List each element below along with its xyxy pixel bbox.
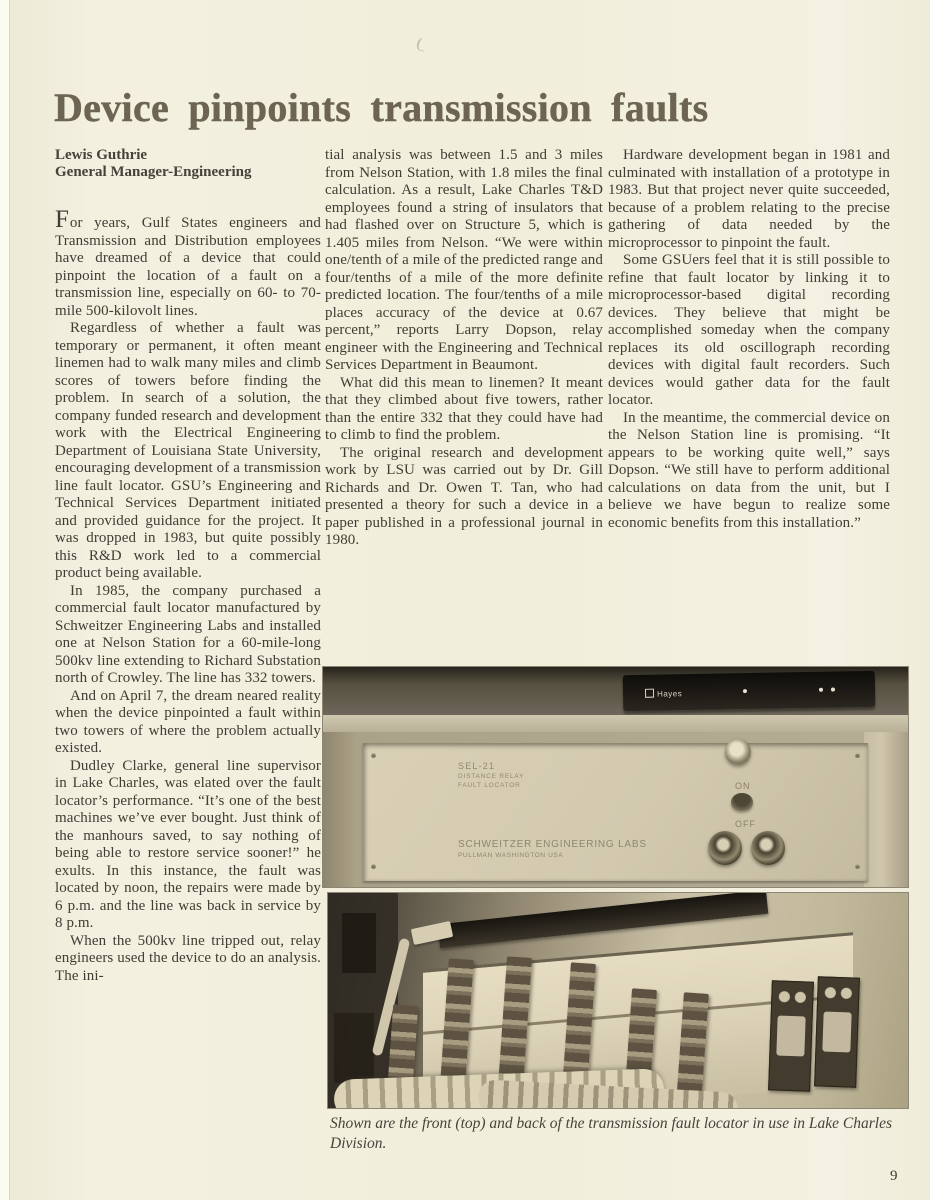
modem-led — [819, 688, 823, 692]
panel-screw — [855, 753, 860, 758]
page-left-edge — [0, 0, 10, 1200]
photo-device-front — [323, 667, 908, 887]
model-number: SEL-21 — [458, 761, 496, 771]
paragraph: tial analysis was between 1.5 and 3 miles from Nelson Station, with 1.8 miles the final calculation. As a result, Lake Charles T&D employees found a string of insulators that had flashed over on Structure 5, which is 1.405 miles from Nelson. “We were within one/tenth of a mile of the predicted range and four/tenths of a mile of the more definite predicted location. The four/tenths of a mile places accuracy of the device at 0.67 percent,” reports Larry Dopson, relay engineer with the Engineering and Technical Services Department in Beaumont. — [325, 147, 603, 373]
device-front-panel — [363, 743, 868, 881]
maker-label — [458, 839, 647, 859]
module-label — [822, 1012, 851, 1053]
bnc-connector — [708, 831, 742, 865]
byline-name: Lewis Guthrie — [55, 147, 148, 163]
maker-location: PULLMAN WASHINGTON USA — [458, 852, 564, 859]
model-line2: DISTANCE RELAY — [458, 773, 525, 780]
article-column-2 — [325, 147, 603, 667]
paragraph: The original research and development work by LSU was carried out by Dr. Gill Richards and Dr. Owen T. Tan, who had presented a theory for such a device in a paper published in a professional journal in 1980. — [325, 444, 603, 548]
print-mark — [416, 37, 428, 52]
maker-name: SCHWEITZER ENGINEERING LABS — [458, 839, 647, 850]
article-column-1 — [55, 206, 321, 1180]
drop-cap: F — [55, 206, 70, 233]
paragraph: Dudley Clarke, general line supervisor in Lake Charles, was elated over the fault locator’s performance. “It’s one of the best machines we’ve ever bought. Just think of the manhours saved, to say nothing of being able to restore service sooner!” he exults. In this instance, the fault was located by noon, the repairs were made by 6 p.m. and the line was back in service by 8 p.m. — [55, 757, 321, 931]
rack-rail-left — [323, 732, 357, 887]
article-column-3 — [608, 147, 890, 673]
paragraph: When the 500kv line tripped out, relay engineers used the device to do an analysis. The ini- — [55, 932, 321, 984]
paragraph — [55, 206, 321, 320]
paragraph: Regardless of whether a fault was temporary or permanent, it often meant linemen had to walk many miles and climb scores of towers before finding the problem. In search of a solution, the company funded research and development work with the Electrical Engineering Department of Louisiana State University, encouraging development of a transmission line fault locator. GSU’s Engineering and Technical Services Department initiated and provided guidance for the project. It was dropped in 1983, but quite possibly this R&D work led to a commercial product being available. — [55, 320, 321, 581]
power-toggle — [731, 793, 753, 811]
module-label — [776, 1016, 805, 1057]
on-label: ON — [735, 781, 751, 791]
module-terminals — [823, 986, 853, 1001]
modem-led — [743, 689, 747, 693]
photo-device-back — [328, 893, 908, 1108]
module-terminals — [777, 990, 807, 1005]
paragraph: In the meantime, the commercial device on the Nelson Station line is promising. “It appears to be working quite well,” says Dopson. “We still have to perform additional calculations on data from the unit, but I believe we have begun to realize some economic benefits from this installation.” — [608, 409, 890, 531]
rack-rail-right — [864, 732, 908, 887]
panel-screw — [855, 864, 860, 869]
paragraph-text: or years, Gulf States engineers and Transmission and Distribution employees have dreamed of a device that could pinpoint the location of a fault on a transmission line, especially on 60- to 70-mile 500-kilovolt lines. — [55, 215, 321, 319]
panel-screw — [371, 864, 376, 869]
paragraph: Hardware development began in 1981 and culminated with installation of a prototype in 1983. But that project never quite succeeded, because of a problem relating to the precise gathering of data needed by the microprocessor to pinpoint the fault. — [608, 147, 890, 251]
device-model-label — [458, 761, 524, 789]
rack-rail-top — [438, 893, 769, 948]
modem-led — [831, 687, 835, 691]
paragraph: And on April 7, the dream neared reality when the device pinpointed a fault within two towers of where the problem actually existed. — [55, 687, 321, 756]
modem-brand-label: Hayes — [645, 688, 682, 699]
page-number: 9 — [890, 1168, 898, 1184]
off-label: OFF — [735, 819, 756, 829]
article-title: Device pinpoints transmission faults — [54, 85, 709, 130]
background-equipment — [334, 1013, 374, 1083]
panel-screw — [371, 753, 376, 758]
paragraph: What did this mean to linemen? It meant that they climbed about five towers, rather than the entire 332 that they could have had to climb to find the problem. — [325, 374, 603, 443]
byline — [55, 147, 252, 181]
galvo-control-module — [814, 976, 860, 1087]
paragraph: Some GSUers feel that it is still possible to refine that fault locator by linking it to microprocessor-based digital recording devices. They believe that might be accomplished someday when the company replaces its old oscillograph recording devices with digital fault recorders. Such devices would gather data for the fault locator. — [608, 252, 890, 408]
bnc-connector — [751, 831, 785, 865]
galvo-control-module — [768, 980, 814, 1091]
byline-role: General Manager-Engineering — [55, 164, 252, 180]
indicator-lamp — [725, 739, 751, 765]
paragraph: In 1985, the company purchased a commercial fault locator manufactured by Schweitzer Engineering Labs and installed one at Nelson Station for a 60-mile-long 500kv line extending to Richard Substation north of Crowley. The line has 332 towers. — [55, 582, 321, 686]
photo-caption: Shown are the front (top) and back of the transmission fault locator in use in Lake Charles Division. — [330, 1115, 892, 1152]
rack-shelf — [323, 715, 908, 732]
background-equipment — [342, 913, 376, 973]
column-1-paragraphs — [55, 320, 321, 985]
hayes-modem — [623, 671, 876, 711]
model-line3: FAULT LOCATOR — [458, 782, 521, 789]
